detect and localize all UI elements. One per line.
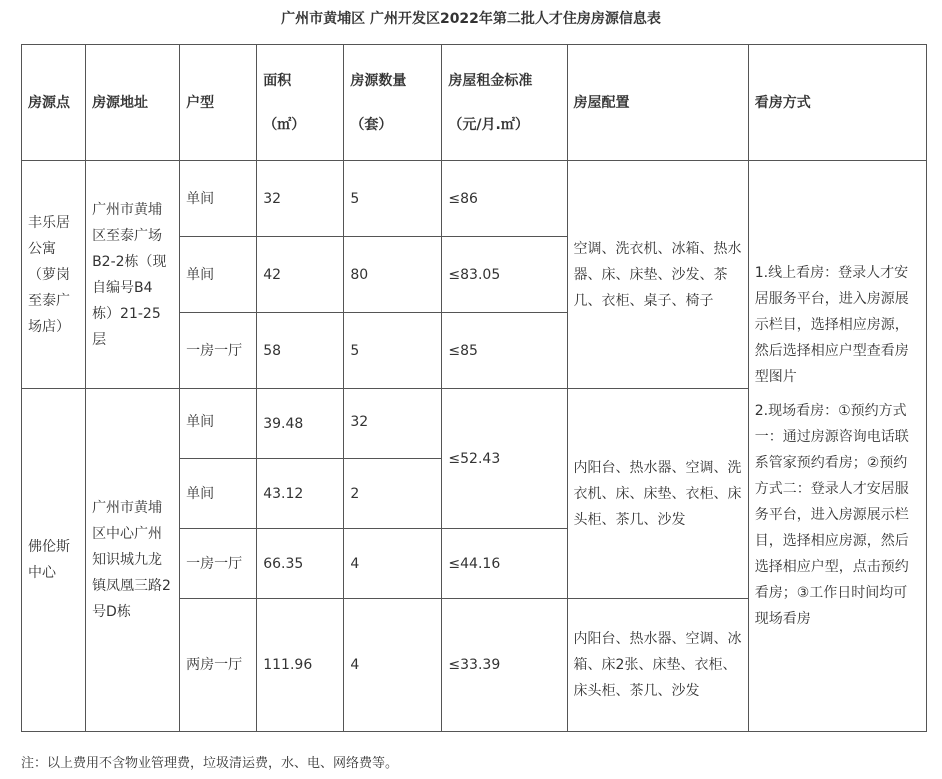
- unit-type-cell: 单间: [180, 389, 257, 459]
- table-header-row: [22, 45, 927, 161]
- header-count-unit: （套）: [350, 116, 393, 133]
- area-cell: 42: [257, 237, 344, 313]
- count-cell: 2: [344, 459, 442, 529]
- header-viewing: 看房方式: [748, 45, 926, 161]
- header-config: 房屋配置: [567, 45, 748, 161]
- unit-type-cell: 一房一厅: [180, 529, 257, 599]
- area-cell: 32: [257, 161, 344, 237]
- count-cell: 4: [344, 599, 442, 732]
- header-area: [257, 45, 344, 161]
- location-cell: 佛伦斯中心: [22, 389, 86, 732]
- address-cell: 广州市黄埔区至泰广场B2-2栋（现自编号B4栋）21-25层: [86, 161, 180, 389]
- rent-cell: ≤85: [442, 313, 567, 389]
- page-title: 广州市黄埔区 广州开发区2022年第二批人才住房房源信息表: [281, 11, 661, 27]
- config-cell: 内阳台、热水器、空调、洗衣机、床、床垫、衣柜、床头柜、茶几、沙发: [567, 389, 748, 599]
- viewing-onsite: 2.现场看房：①预约方式一：通过房源咨询电话联系管家预约看房；②预约方式二：登录人才安居服务平台，进入房源展示栏目，选择相应房源，然后选择相应户型，点击预约看房；③工作日时间均可现场看房: [754, 403, 909, 627]
- header-area-unit: （㎡）: [263, 116, 306, 133]
- address-cell: 广州市黄埔区中心广州知识城九龙镇凤凰三路2号D栋: [86, 389, 180, 732]
- rent-cell: ≤52.43: [442, 389, 567, 529]
- viewing-cell: [748, 161, 926, 732]
- header-rent: [442, 45, 567, 161]
- area-cell: 58: [257, 313, 344, 389]
- rent-cell: ≤44.16: [442, 529, 567, 599]
- header-area-label: 面积: [263, 72, 292, 89]
- unit-type-cell: 两房一厅: [180, 599, 257, 732]
- header-unit-type: 户型: [180, 45, 257, 161]
- viewing-online: 1.线上看房：登录人才安居服务平台，进入房源展示栏目，选择相应房源，然后选择相应户型查看房型图片: [754, 265, 909, 385]
- unit-type-cell: 单间: [180, 161, 257, 237]
- count-cell: 5: [344, 313, 442, 389]
- count-cell: 32: [344, 389, 442, 459]
- count-cell: 4: [344, 529, 442, 599]
- unit-type-cell: 单间: [180, 459, 257, 529]
- area-cell: 111.96: [257, 599, 344, 732]
- header-count-label: 房源数量: [350, 72, 407, 89]
- rent-cell: ≤83.05: [442, 237, 567, 313]
- header-rent-unit: （元/月.㎡）: [448, 116, 529, 133]
- rent-cell: ≤86: [442, 161, 567, 237]
- area-cell: 66.35: [257, 529, 344, 599]
- footnote: 注：以上费用不含物业管理费，垃圾清运费，水、电、网络费等。: [21, 756, 399, 771]
- count-cell: 5: [344, 161, 442, 237]
- location-cell: 丰乐居公寓（萝岗至泰广场店）: [22, 161, 86, 389]
- header-address: 房源地址: [86, 45, 180, 161]
- table-row: [22, 161, 927, 237]
- config-cell: 内阳台、热水器、空调、冰箱、床2张、床垫、衣柜、床头柜、茶几、沙发: [567, 599, 748, 732]
- rent-cell: ≤33.39: [442, 599, 567, 732]
- header-rent-label: 房屋租金标准: [448, 72, 533, 89]
- header-location: 房源点: [22, 45, 86, 161]
- config-cell: 空调、洗衣机、冰箱、热水器、床、床垫、沙发、茶几、衣柜、桌子、椅子: [567, 161, 748, 389]
- unit-type-cell: 一房一厅: [180, 313, 257, 389]
- area-cell: 43.12: [257, 459, 344, 529]
- unit-type-cell: 单间: [180, 237, 257, 313]
- header-count: [344, 45, 442, 161]
- housing-info-table: [21, 44, 927, 732]
- count-cell: 80: [344, 237, 442, 313]
- area-cell: 39.48: [257, 389, 344, 459]
